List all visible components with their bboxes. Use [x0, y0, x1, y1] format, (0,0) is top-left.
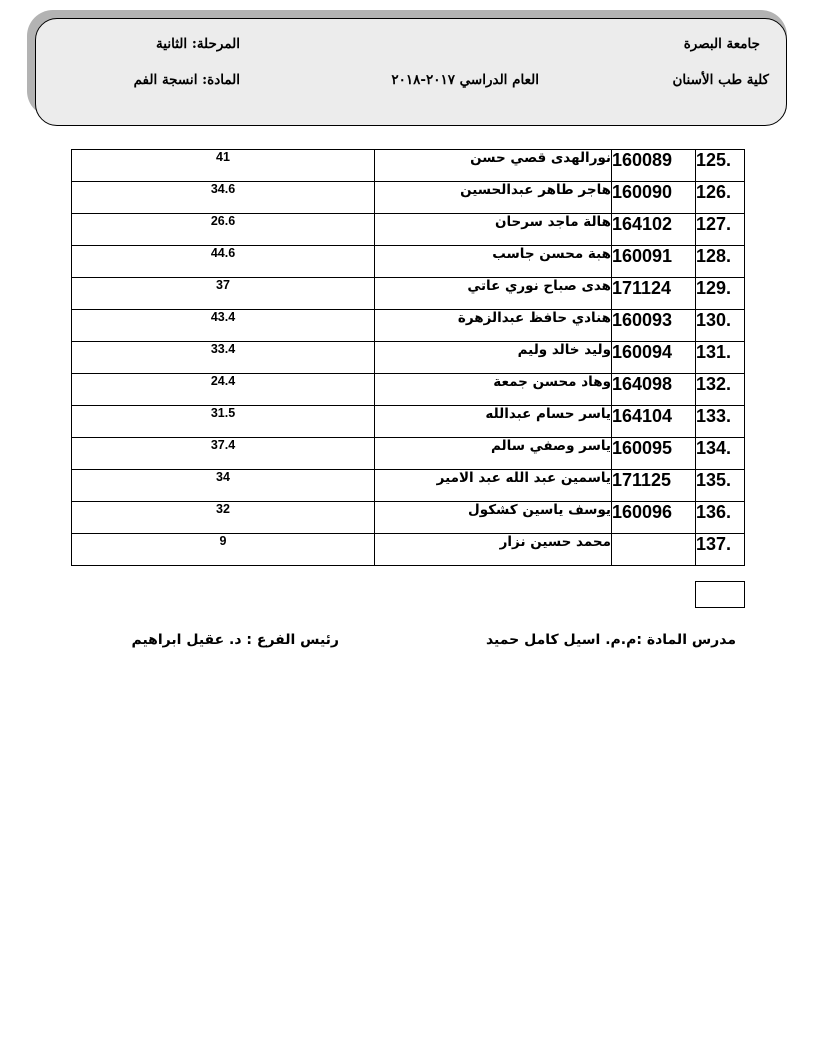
row-number-cell: 136. — [696, 502, 745, 534]
grade-cell: 37 — [72, 278, 375, 310]
table-row — [72, 150, 745, 182]
student-name-cell: هنادي حافظ عبدالزهرة — [375, 310, 612, 342]
student-name-cell: هاجر طاهر عبدالحسين — [375, 182, 612, 214]
student-id-cell: 160090 — [612, 182, 696, 214]
academic-year: العام الدراسي ٢٠١٧-٢٠١٨ — [391, 72, 539, 88]
student-name-cell: وهاد محسن جمعة — [375, 374, 612, 406]
student-name-cell: ياسر حسام عبدالله — [375, 406, 612, 438]
table-row — [72, 182, 745, 214]
student-id-cell: 164098 — [612, 374, 696, 406]
table-row — [72, 214, 745, 246]
grade-cell: 32 — [72, 502, 375, 534]
grade-cell: 37.4 — [72, 438, 375, 470]
grade-cell: 24.4 — [72, 374, 375, 406]
student-name-cell: هدى صباح نوري عاتي — [375, 278, 612, 310]
row-number-cell: 132. — [696, 374, 745, 406]
empty-table-cell — [695, 581, 745, 608]
student-id-cell: 164102 — [612, 214, 696, 246]
grade-cell: 26.6 — [72, 214, 375, 246]
row-number-cell: 129. — [696, 278, 745, 310]
row-number-cell: 131. — [696, 342, 745, 374]
subject-label: المادة: انسجة الفم — [133, 72, 240, 88]
student-id-cell: 160095 — [612, 438, 696, 470]
student-id-cell: 171124 — [612, 278, 696, 310]
table-row — [72, 470, 745, 502]
row-number-cell: 130. — [696, 310, 745, 342]
table-row — [72, 534, 745, 566]
table-row — [72, 374, 745, 406]
instructor-signature: مدرس المادة :م.م. اسيل كامل حميد — [485, 632, 736, 648]
table-row — [72, 406, 745, 438]
grade-cell: 44.6 — [72, 246, 375, 278]
table-row — [72, 278, 745, 310]
stage-label: المرحلة: الثانية — [156, 36, 240, 52]
table-row — [72, 246, 745, 278]
student-name-cell: ياسر وصفي سالم — [375, 438, 612, 470]
table-row — [72, 438, 745, 470]
grades-table — [71, 149, 745, 566]
grade-cell: 33.4 — [72, 342, 375, 374]
student-id-cell: 164104 — [612, 406, 696, 438]
student-name-cell: هالة ماجد سرحان — [375, 214, 612, 246]
student-name-cell: هبة محسن جاسب — [375, 246, 612, 278]
student-id-cell: 160091 — [612, 246, 696, 278]
grade-cell: 34 — [72, 470, 375, 502]
student-id-cell: 160093 — [612, 310, 696, 342]
student-id-cell: 160089 — [612, 150, 696, 182]
student-id-cell: 160096 — [612, 502, 696, 534]
student-id-cell: 171125 — [612, 470, 696, 502]
student-name-cell: يوسف ياسين كشكول — [375, 502, 612, 534]
grade-cell: 31.5 — [72, 406, 375, 438]
grade-cell: 43.4 — [72, 310, 375, 342]
row-number-cell: 133. — [696, 406, 745, 438]
grade-cell: 34.6 — [72, 182, 375, 214]
student-name-cell: ياسمين عبد الله عبد الامير — [375, 470, 612, 502]
head-of-branch-signature: رئيس الفرع : د. عقيل ابراهيم — [131, 632, 339, 648]
table-row — [72, 502, 745, 534]
student-name-cell: وليد خالد وليم — [375, 342, 612, 374]
student-id-cell — [612, 534, 696, 566]
university-name: جامعة البصرة — [683, 36, 760, 52]
row-number-cell: 134. — [696, 438, 745, 470]
table-row — [72, 342, 745, 374]
row-number-cell: 125. — [696, 150, 745, 182]
row-number-cell: 126. — [696, 182, 745, 214]
grade-cell: 41 — [72, 150, 375, 182]
table-row — [72, 310, 745, 342]
college-name: كلية طب الأسنان — [672, 72, 769, 88]
student-id-cell: 160094 — [612, 342, 696, 374]
row-number-cell: 127. — [696, 214, 745, 246]
student-name-cell: محمد حسين نزار — [375, 534, 612, 566]
row-number-cell: 135. — [696, 470, 745, 502]
grade-cell: 9 — [72, 534, 375, 566]
row-number-cell: 128. — [696, 246, 745, 278]
student-name-cell: نورالهدى قصي حسن — [375, 150, 612, 182]
row-number-cell: 137. — [696, 534, 745, 566]
